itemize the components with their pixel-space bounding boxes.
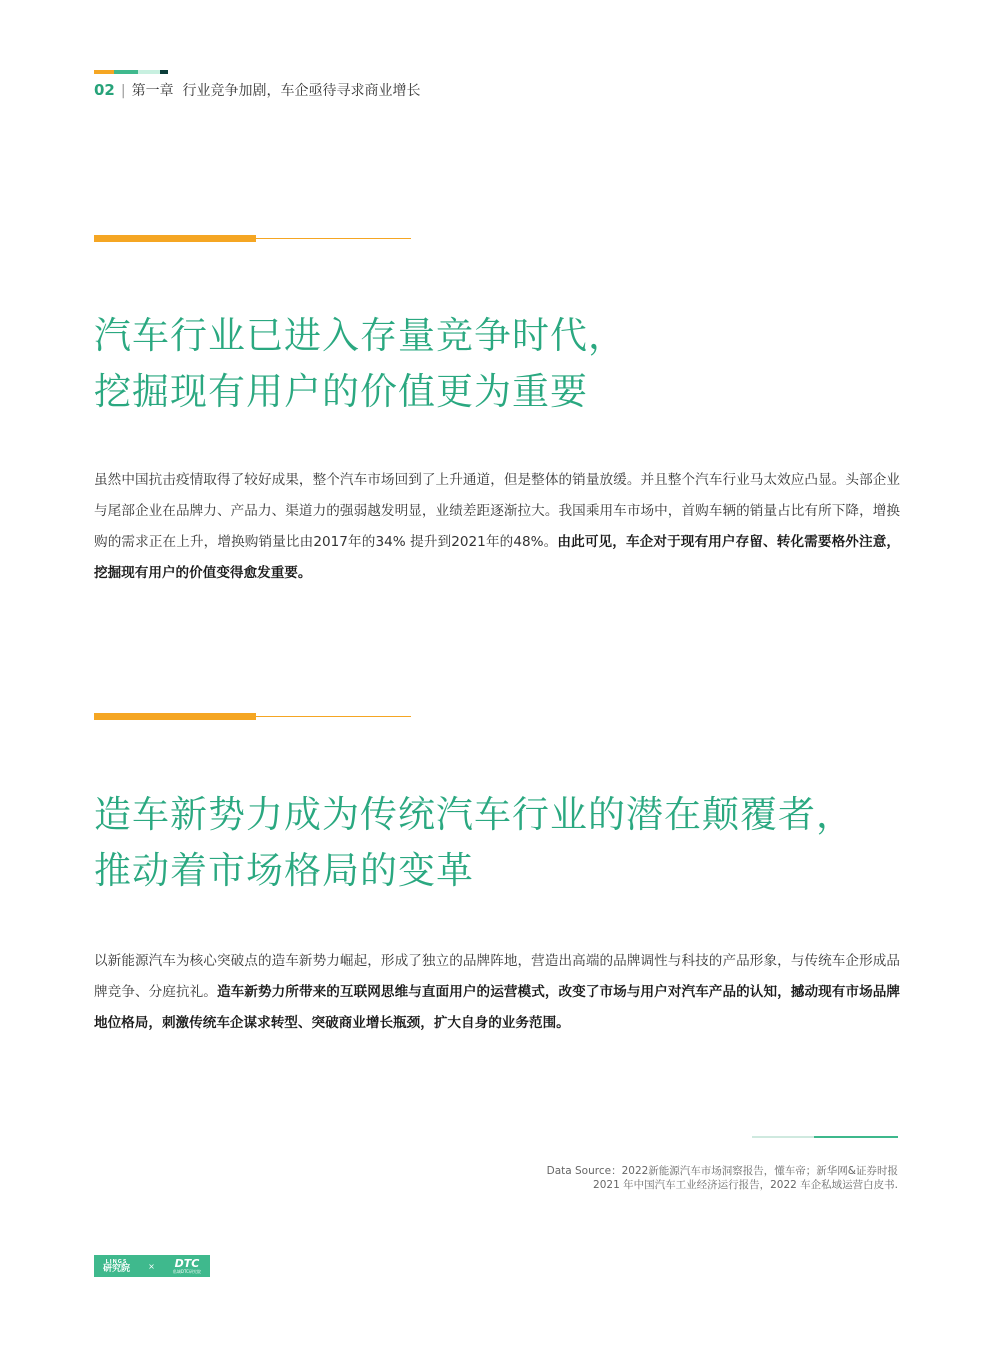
accent-segment-mint — [138, 70, 160, 74]
section2-title — [94, 787, 914, 899]
logo-cross: × — [148, 1261, 155, 1271]
section-divider — [94, 235, 411, 241]
data-source-line1: Data Source：2022新能源汽车市场洞察报告，懂车帝；新华网&证券时报 — [546, 1165, 898, 1177]
lings-logo: LINGS 研究院 — [103, 1258, 131, 1274]
section2-title-line2: 推动着市场格局的变革 — [94, 849, 474, 892]
section1-body-emphasis: 由此可见，车企对于现有用户存留、转化需要格外注意，挖掘现有用户的价值变得愈发重要。 — [94, 534, 900, 581]
data-source — [547, 1164, 898, 1192]
section1-title-line2: 挖掘现有用户的价值更为重要 — [94, 370, 588, 413]
section2-body: 以新能源汽车为核心突破点的造车新势力崛起，形成了独立的品牌阵地，营造出高端的品牌调性与科技的产品形象，与传统车企形成品牌竞争、分庭抗礼。 — [94, 953, 900, 1000]
accent-segment-orange — [94, 70, 114, 74]
section2-title-line1: 造车新势力成为传统汽车行业的潜在颠覆者， — [94, 793, 854, 836]
footer-logo — [94, 1255, 210, 1277]
section2-paragraph — [94, 946, 900, 1039]
chapter-header — [94, 80, 421, 101]
data-source-line2: 2021 年中国汽车工业经济运行报告，2022 车企私域运营白皮书. — [593, 1179, 898, 1191]
chapter-title: 第一章 行业竞争加剧，车企亟待寻求商业增长 — [131, 83, 421, 99]
section-divider — [94, 713, 411, 719]
accent-segment-dark — [160, 70, 168, 74]
section1-paragraph — [94, 465, 900, 589]
section1-body: 虽然中国抗击疫情取得了较好成果，整个汽车市场回到了上升通道，但是整体的销量放缓。并且整个汽车行业马太效应凸显。头部企业与尾部企业在品牌力、产品力、渠道力的强弱越发明显，业绩差距逐渐拉大。我国乘用车市场中，首购车辆的销量占比有所下降，增换购的需求正在上升，增换购销量比由2017年的34% 提升到2021年的48%。 — [94, 472, 900, 550]
dtc-logo: DTC 私域DTC研究院 — [172, 1256, 201, 1274]
top-accent-bar — [94, 70, 168, 74]
section1-title — [94, 308, 914, 420]
page-number: 02 — [94, 81, 115, 99]
section1-title-line1: 汽车行业已进入存量竞争时代， — [94, 314, 626, 357]
section2-body-emphasis: 造车新势力所带来的互联网思维与直面用户的运营模式，改变了市场与用户对汽车产品的认知，撼动现有市场品牌地位格局，刺激传统车企谋求转型、突破商业增长瓶颈，扩大自身的业务范围。 — [94, 984, 901, 1031]
accent-segment-green — [114, 70, 138, 74]
source-rule — [752, 1136, 898, 1138]
header-separator: | — [120, 83, 126, 99]
